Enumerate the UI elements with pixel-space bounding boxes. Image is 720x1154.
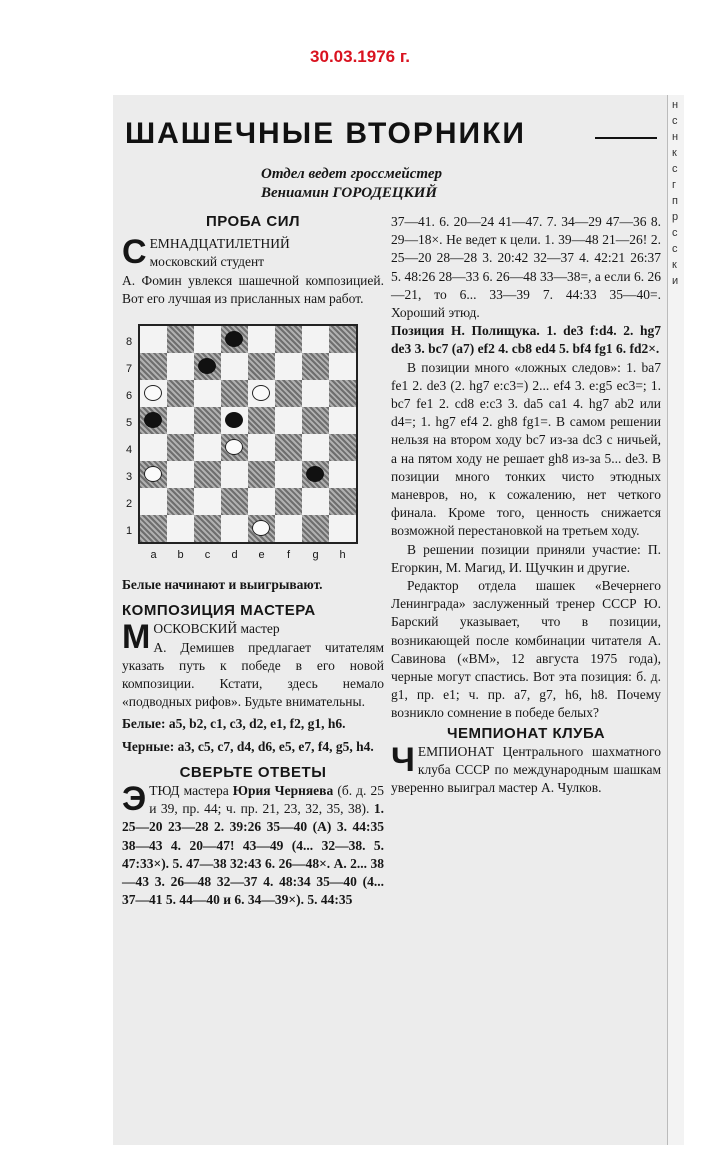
dropcap: Э xyxy=(122,780,147,819)
edge-letter: н xyxy=(672,99,679,111)
white-checker xyxy=(144,385,162,401)
section3-first: ТЮД мастера xyxy=(149,783,229,799)
board-square xyxy=(275,407,302,434)
solution-continuation: 37—41. 6. 20—24 41—47. 7. 34—29 47—36 8. 29—18×. Не ведет к цели. 1. 39—48 21—26! 2. 25—20 28—28 3. 20:42 32—37 4. 42:21 26:37 5. 48:26 28—33 6. 26—48 33—38=, а если 6. 26—21, то 6... 33—39 7. 44:33 35—40=. Хороший этюд. xyxy=(391,214,661,321)
board-square xyxy=(248,515,275,542)
board-square xyxy=(167,434,194,461)
board-square xyxy=(248,326,275,353)
board-square xyxy=(140,515,167,542)
section-title-sverte: СВЕРЬТЕ ОТВЕТЫ xyxy=(179,763,327,781)
board-square xyxy=(275,326,302,353)
board-square xyxy=(194,434,221,461)
section-title-kompoziciya: КОМПОЗИЦИЯ МАСТЕРА xyxy=(122,602,316,620)
checkers-diagram xyxy=(122,318,358,568)
section1-text: А. Фомин увлекся шашечной композицией. Вот его лучшая из присланных нам работ. xyxy=(122,272,384,306)
board-square xyxy=(275,461,302,488)
black-checker xyxy=(306,466,324,482)
file-label: e xyxy=(258,549,265,562)
rank-label: 6 xyxy=(125,390,133,403)
board-square xyxy=(329,461,356,488)
board-square xyxy=(140,488,167,515)
board-square xyxy=(194,407,221,434)
edge-letter: к xyxy=(672,147,677,159)
board-square xyxy=(221,407,248,434)
board-square xyxy=(302,326,329,353)
edge-letter: п xyxy=(672,195,678,207)
white-checker xyxy=(225,439,243,455)
board-square xyxy=(329,515,356,542)
board-square xyxy=(167,380,194,407)
dropcap: С xyxy=(122,233,147,272)
edge-letter: с xyxy=(672,115,678,127)
rank-label: 4 xyxy=(125,444,133,457)
section3-moves: 1. 25—20 23—28 2. 39:26 35—40 (A) 3. 44:35 38—43 4. 20—47! 43—49 (4... 32—38. 5. 47:33×). 5. 47—38 32:43 6. 26—48×. А. 2... 38—43 3. 26—48 32—37 4. 48:34 35—40 (4... 37—41 5. 44—40 и 6. 34—39×). 5. 44:35 xyxy=(122,801,384,908)
board-square xyxy=(140,326,167,353)
right-column xyxy=(391,213,661,798)
board-square xyxy=(194,488,221,515)
board-square xyxy=(248,434,275,461)
rank-label: 5 xyxy=(125,417,133,430)
board-square xyxy=(140,353,167,380)
adjacent-column-edge xyxy=(667,95,684,1145)
board-square xyxy=(275,353,302,380)
board-square xyxy=(194,353,221,380)
white-position: a5, b2, c1, c3, d2, e1, f2, g1, h6. xyxy=(168,716,346,732)
board-square xyxy=(167,515,194,542)
board-square xyxy=(302,488,329,515)
championship-text: ЕМПИОНАТ Центрального шахматного клуба СССР по международным шашкам уверенно выиграл мастер А. Чулков. xyxy=(391,743,661,796)
byline-name: Вениамин ГОРОДЕЦКИЙ xyxy=(261,185,438,201)
edge-letter: с xyxy=(672,243,678,255)
board-square xyxy=(275,488,302,515)
white-checker xyxy=(144,466,162,482)
board-square xyxy=(329,353,356,380)
board-square xyxy=(248,407,275,434)
board-square xyxy=(302,380,329,407)
section-title-chempionat: ЧЕМПИОНАТ КЛУБА xyxy=(446,724,606,742)
edge-letter: и xyxy=(672,275,679,287)
edge-letter: г xyxy=(672,179,677,191)
board-square xyxy=(248,461,275,488)
board-square xyxy=(329,326,356,353)
board-square xyxy=(302,515,329,542)
edge-letter: с xyxy=(672,163,678,175)
board-square xyxy=(275,434,302,461)
board-square xyxy=(329,407,356,434)
editor-note: Редактор отдела шашек «Вечернего Ленинграда» заслуженный тренер СССР Ю. Барский указывает, что в позиции, возникающей после комбинации читателя А. Савинова («ВМ», 12 августа 1975 года), черные могут спастись. Вот эта позиция: б. д. g1, пр. e1; ч. пр. a7, g7, h6, h8. Почему возникло сомнение в победе белых? xyxy=(391,578,661,721)
position-moves: 1. de3 f:d4. 2. hg7 de3 3. bc7 (a7) ef2 4. cb8 ed4 5. bf4 fg1 6. fd2×. xyxy=(391,323,662,357)
file-label: f xyxy=(286,549,291,562)
board-square xyxy=(194,326,221,353)
board-square xyxy=(302,353,329,380)
headline: ШАШЕЧНЫЕ ВТОРНИКИ xyxy=(125,117,526,150)
board-square xyxy=(248,380,275,407)
board-square xyxy=(167,353,194,380)
section1-line: московский студент xyxy=(149,254,265,270)
board-square xyxy=(248,488,275,515)
dropcap: Ч xyxy=(391,740,415,779)
board-square xyxy=(329,434,356,461)
black-position: a3, c5, c7, d4, d6, e5, e7, f4, g5, h4. xyxy=(177,738,374,754)
board-square xyxy=(329,380,356,407)
section2-text: А. Демишев предлагает читателям указать путь к победе в его новой композиции. Кстати, здесь немало «подводных рифов». Будьте внимательны. xyxy=(122,639,384,710)
board-square xyxy=(302,461,329,488)
board-square xyxy=(275,380,302,407)
board-square xyxy=(140,434,167,461)
board-square xyxy=(167,326,194,353)
file-label: h xyxy=(339,549,346,562)
rank-label: 3 xyxy=(125,471,133,484)
board-square xyxy=(194,461,221,488)
checkers-board xyxy=(138,324,358,544)
byline: Отдел ведет гроссмейстер xyxy=(261,166,443,182)
board-square xyxy=(167,461,194,488)
board-square xyxy=(248,353,275,380)
board-square xyxy=(194,380,221,407)
file-label: d xyxy=(231,549,238,562)
black-checker xyxy=(225,331,243,347)
board-square xyxy=(221,461,248,488)
board-square xyxy=(221,488,248,515)
board-square xyxy=(140,380,167,407)
board-square xyxy=(221,434,248,461)
edge-letter: н xyxy=(672,131,679,143)
black-checker xyxy=(225,412,243,428)
board-square xyxy=(302,407,329,434)
board-square xyxy=(140,461,167,488)
white-checker xyxy=(252,385,270,401)
board-square xyxy=(221,515,248,542)
black-checker xyxy=(198,358,216,374)
rank-label: 1 xyxy=(125,525,133,538)
section1-line: ЕМНАДЦАТИЛЕТНИЙ xyxy=(149,236,290,252)
rank-label: 8 xyxy=(125,336,133,349)
board-square xyxy=(194,515,221,542)
board-square xyxy=(140,407,167,434)
newspaper-clipping xyxy=(113,95,683,1145)
dropcap: М xyxy=(122,618,151,657)
board-square xyxy=(167,407,194,434)
date-label: 30.03.1976 г. xyxy=(310,47,410,66)
position-title: Позиция Н. Полищука. xyxy=(391,323,540,339)
file-label: b xyxy=(177,549,184,562)
white-checker xyxy=(252,520,270,536)
white-label: Белые: xyxy=(122,716,166,732)
commentary: В позиции много «ложных следов»: 1. ba7 fe1 2. de3 (2. hg7 e:c3=) 2... ef4 3. e:g5 ec3=; 1. bc7 fe1 2. cd8 e:c3 3. da5 ca1 4. hg7 ab2 или d4=; 1. hg7 ef4 2. gh8 fg1=. В самом решении нельзя на втором ходу bc7 из-за dc3 с ничьей, а на пятом ходу не решает gh8 из-за 5... de3. В позиции много тонких чисто этюдных маневров, но, к сожалению, нет четкого финала. Кроме того, ценность снижается возможной перестановкой на третьем ходу. xyxy=(391,359,661,539)
board-square xyxy=(221,353,248,380)
board-square xyxy=(275,515,302,542)
edge-letter: к xyxy=(672,259,677,271)
section-title-proba-sil: ПРОБА СИЛ xyxy=(205,213,301,230)
board-square xyxy=(221,380,248,407)
section3-text: (б. д. 25 и 39, пр. 44; ч. пр. 21, 23, 32, 35, 38). xyxy=(149,783,385,817)
headline-rule xyxy=(595,137,657,139)
participants: В решении позиции приняли участие: П. Егоркин, М. Магид, И. Щучкин и другие. xyxy=(391,541,661,575)
edge-letter: р xyxy=(672,211,679,223)
left-column xyxy=(122,213,384,909)
board-square xyxy=(221,326,248,353)
rank-label: 2 xyxy=(125,498,133,511)
edge-letter: с xyxy=(672,227,678,239)
board-square xyxy=(329,488,356,515)
black-checker xyxy=(144,412,162,428)
file-label: c xyxy=(204,549,211,562)
board-square xyxy=(302,434,329,461)
section3-author: Юрия Черняева xyxy=(232,783,334,799)
diagram-caption: Белые начинают и выигрывают. xyxy=(122,577,323,593)
file-label: a xyxy=(150,549,157,562)
file-label: g xyxy=(312,549,319,562)
rank-label: 7 xyxy=(125,363,133,376)
black-label: Черные: xyxy=(122,738,175,754)
board-square xyxy=(167,488,194,515)
section2-first: ОСКОВСКИЙ мастер xyxy=(153,621,280,637)
